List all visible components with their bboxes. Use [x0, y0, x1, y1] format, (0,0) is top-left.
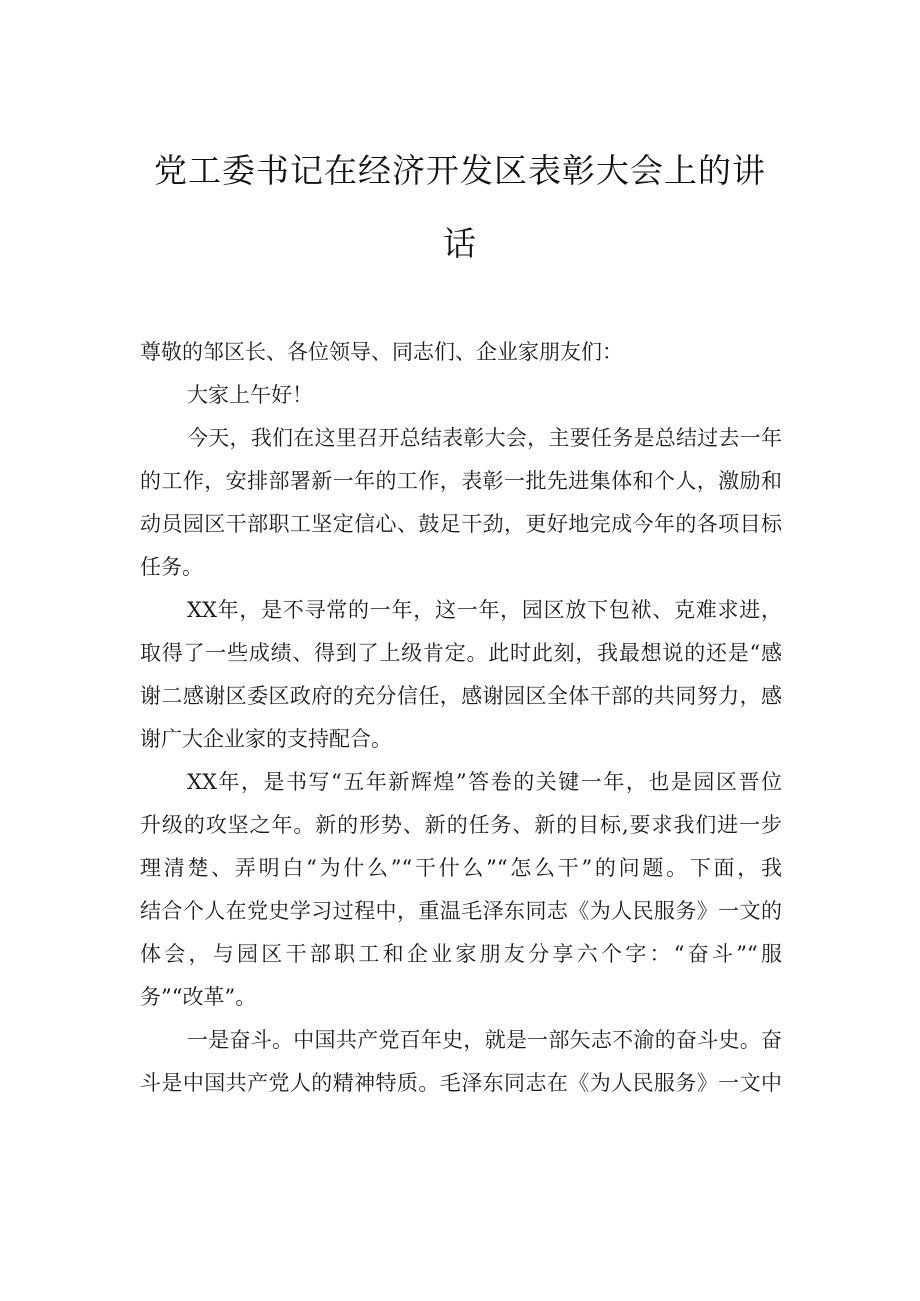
paragraph-line: 谢二感谢区委区政府的充分信任，感谢园区全体干部的共同努力，感 — [140, 684, 782, 708]
paragraph-line: 理清楚、弄明白“为什么”“干什么”“怎么干”的问题。下面，我 — [140, 856, 782, 880]
paragraph-line: XX年，是不寻常的一年，这一年，园区放下包袱、克难求进， — [187, 598, 782, 622]
paragraph-line: 取得了一些成绩、得到了上级肯定。此时此刻，我最想说的还是“感 — [140, 641, 782, 665]
paragraph-line: 谢广大企业家的支持配合。 — [140, 727, 392, 751]
greeting: 大家上午好！ — [187, 383, 313, 407]
paragraph-line: 斗是中国共产党人的精神特质。毛泽东同志在《为人民服务》一文中 — [140, 1071, 782, 1095]
paragraph-line: 的工作，安排部署新一年的工作，表彰一批先进集体和个人，激励和 — [140, 469, 782, 493]
paragraph-line: 任务。 — [140, 555, 203, 579]
paragraph-line: 动员园区干部职工坚定信心、鼓足干劲，更好地完成今年的各项目标 — [140, 512, 782, 536]
paragraph-line: 体会，与园区干部职工和企业家朋友分享六个字：“奋斗”“服 — [140, 942, 782, 966]
paragraph-line: 今天，我们在这里召开总结表彰大会，主要任务是总结过去一年 — [187, 426, 782, 450]
salutation: 尊敬的邹区长、各位领导、同志们、企业家朋友们： — [140, 340, 623, 364]
document-title-line-2: 话 — [443, 224, 477, 263]
paragraph-line: 结合个人在党史学习过程中，重温毛泽东同志《为人民服务》一文的 — [140, 899, 782, 923]
paragraph-line: 升级的攻坚之年。新的形势、新的任务、新的目标,要求我们进一步 — [140, 813, 782, 837]
paragraph-line: XX年，是书写“五年新辉煌”答卷的关键一年，也是园区晋位 — [187, 770, 782, 794]
document-title-line-1: 党工委书记在经济开发区表彰大会上的讲 — [154, 151, 766, 190]
paragraph-line: 务”“改革”。 — [140, 985, 257, 1009]
paragraph-line: 一是奋斗。中国共产党百年史，就是一部矢志不渝的奋斗史。奋 — [187, 1028, 782, 1052]
